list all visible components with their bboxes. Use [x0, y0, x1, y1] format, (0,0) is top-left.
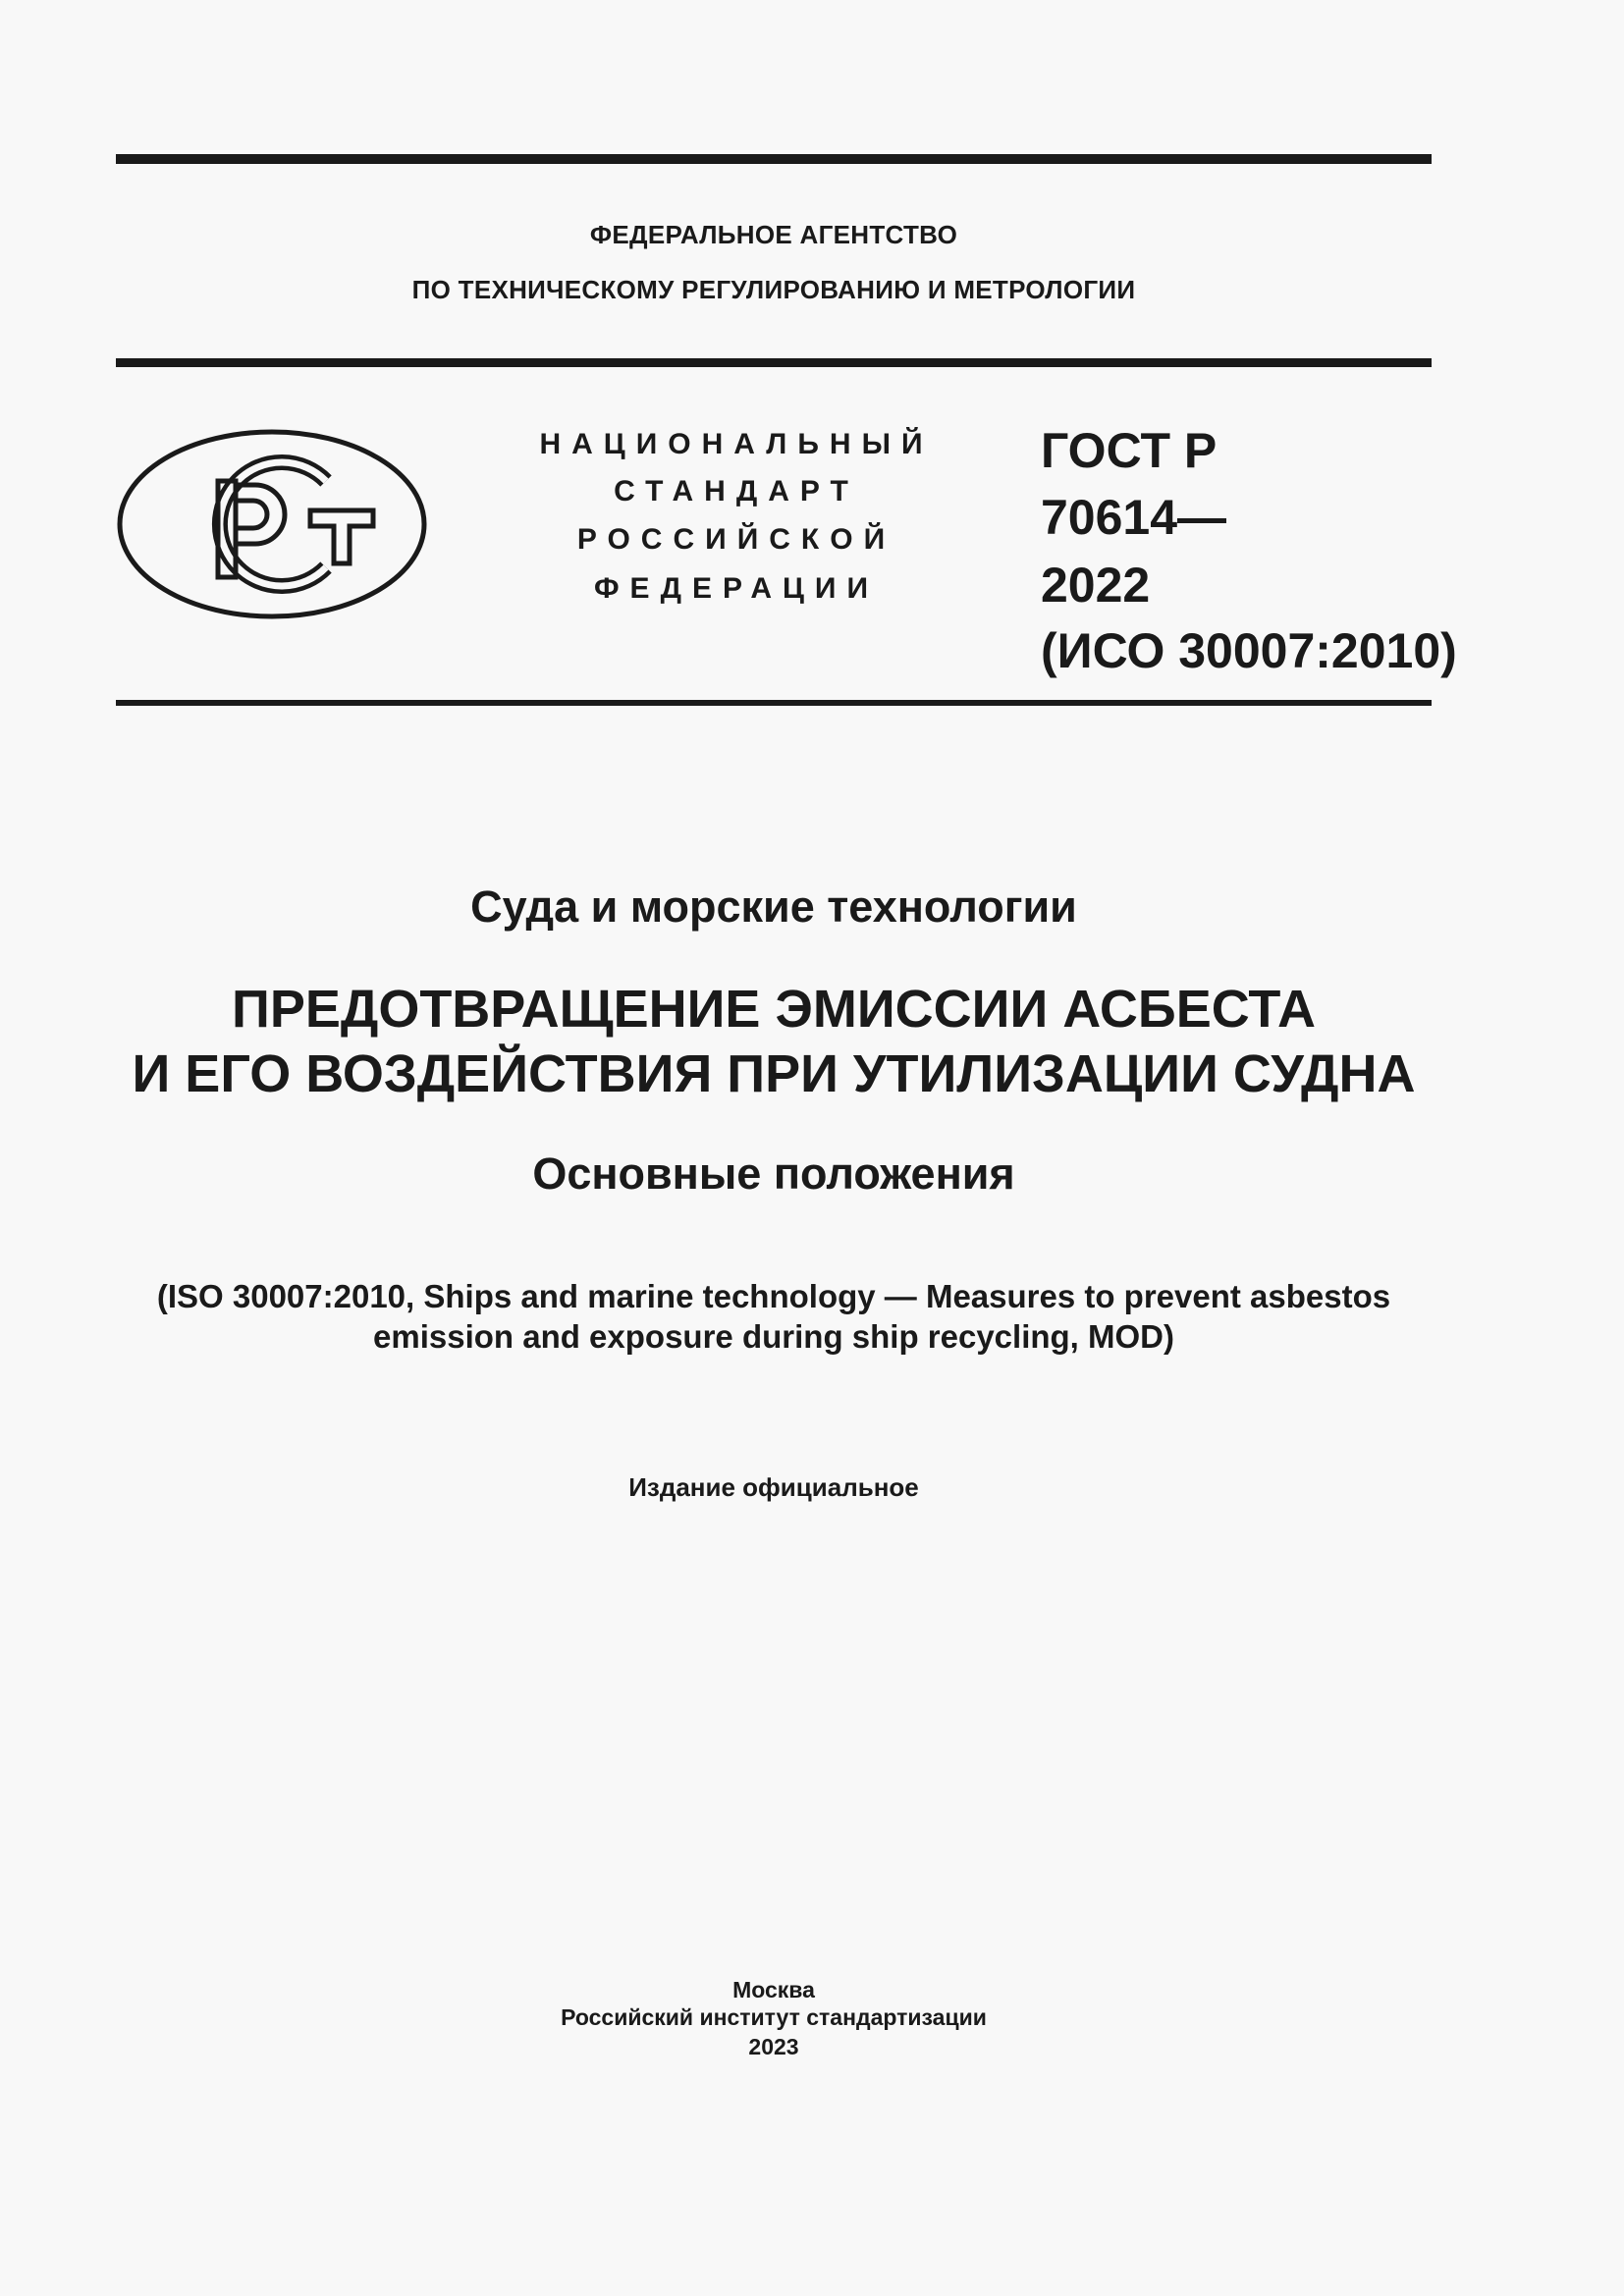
- rst-seal-icon: [116, 428, 428, 620]
- publication-year: 2023: [748, 2034, 799, 2059]
- iso-reference-line-2: emission and exposure during ship recycling, MOD): [373, 1318, 1174, 1355]
- agency-name-line-1: ФЕДЕРАЛЬНОЕ АГЕНТСТВО: [589, 220, 958, 249]
- national-standard-line-1: НАЦИОНАЛЬНЫЙ: [539, 428, 934, 460]
- national-standard-line-2: СТАНДАРТ: [614, 475, 859, 507]
- national-standard-line-4: ФЕДЕРАЦИИ: [593, 572, 880, 605]
- standard-designation-line-2: 70614—: [1041, 490, 1227, 545]
- publication-city: Москва: [732, 1977, 815, 2002]
- national-standard-line-3: РОССИЙСКОЙ: [576, 523, 896, 556]
- iso-reference-line-1: (ISO 30007:2010, Ships and marine technology — Measures to prevent asbestos: [156, 1278, 1391, 1314]
- series-title: Суда и морские технологии: [470, 881, 1077, 932]
- agency-name-line-2: ПО ТЕХНИЧЕСКОМУ РЕГУЛИРОВАНИЮ И МЕТРОЛОГИИ: [411, 275, 1136, 304]
- subtitle: Основные положения: [532, 1148, 1015, 1199]
- publisher-name: Российский институт стандартизации: [561, 2004, 987, 2030]
- main-title-line-2: И ЕГО ВОЗДЕЙСТВИЯ ПРИ УТИЛИЗАЦИИ СУДНА: [132, 1044, 1416, 1103]
- main-title-line-1: ПРЕДОТВРАЩЕНИЕ ЭМИССИИ АСБЕСТА: [232, 980, 1316, 1039]
- edition-label: Издание официальное: [628, 1472, 919, 1502]
- top-divider: [116, 154, 1432, 164]
- standard-designation-line-3: 2022: [1041, 558, 1151, 613]
- designation-divider: [116, 700, 1432, 706]
- standard-designation-line-4: (ИСО 30007:2010): [1041, 623, 1457, 678]
- standard-designation-line-1: ГОСТ Р: [1041, 423, 1218, 478]
- header-divider: [116, 358, 1432, 367]
